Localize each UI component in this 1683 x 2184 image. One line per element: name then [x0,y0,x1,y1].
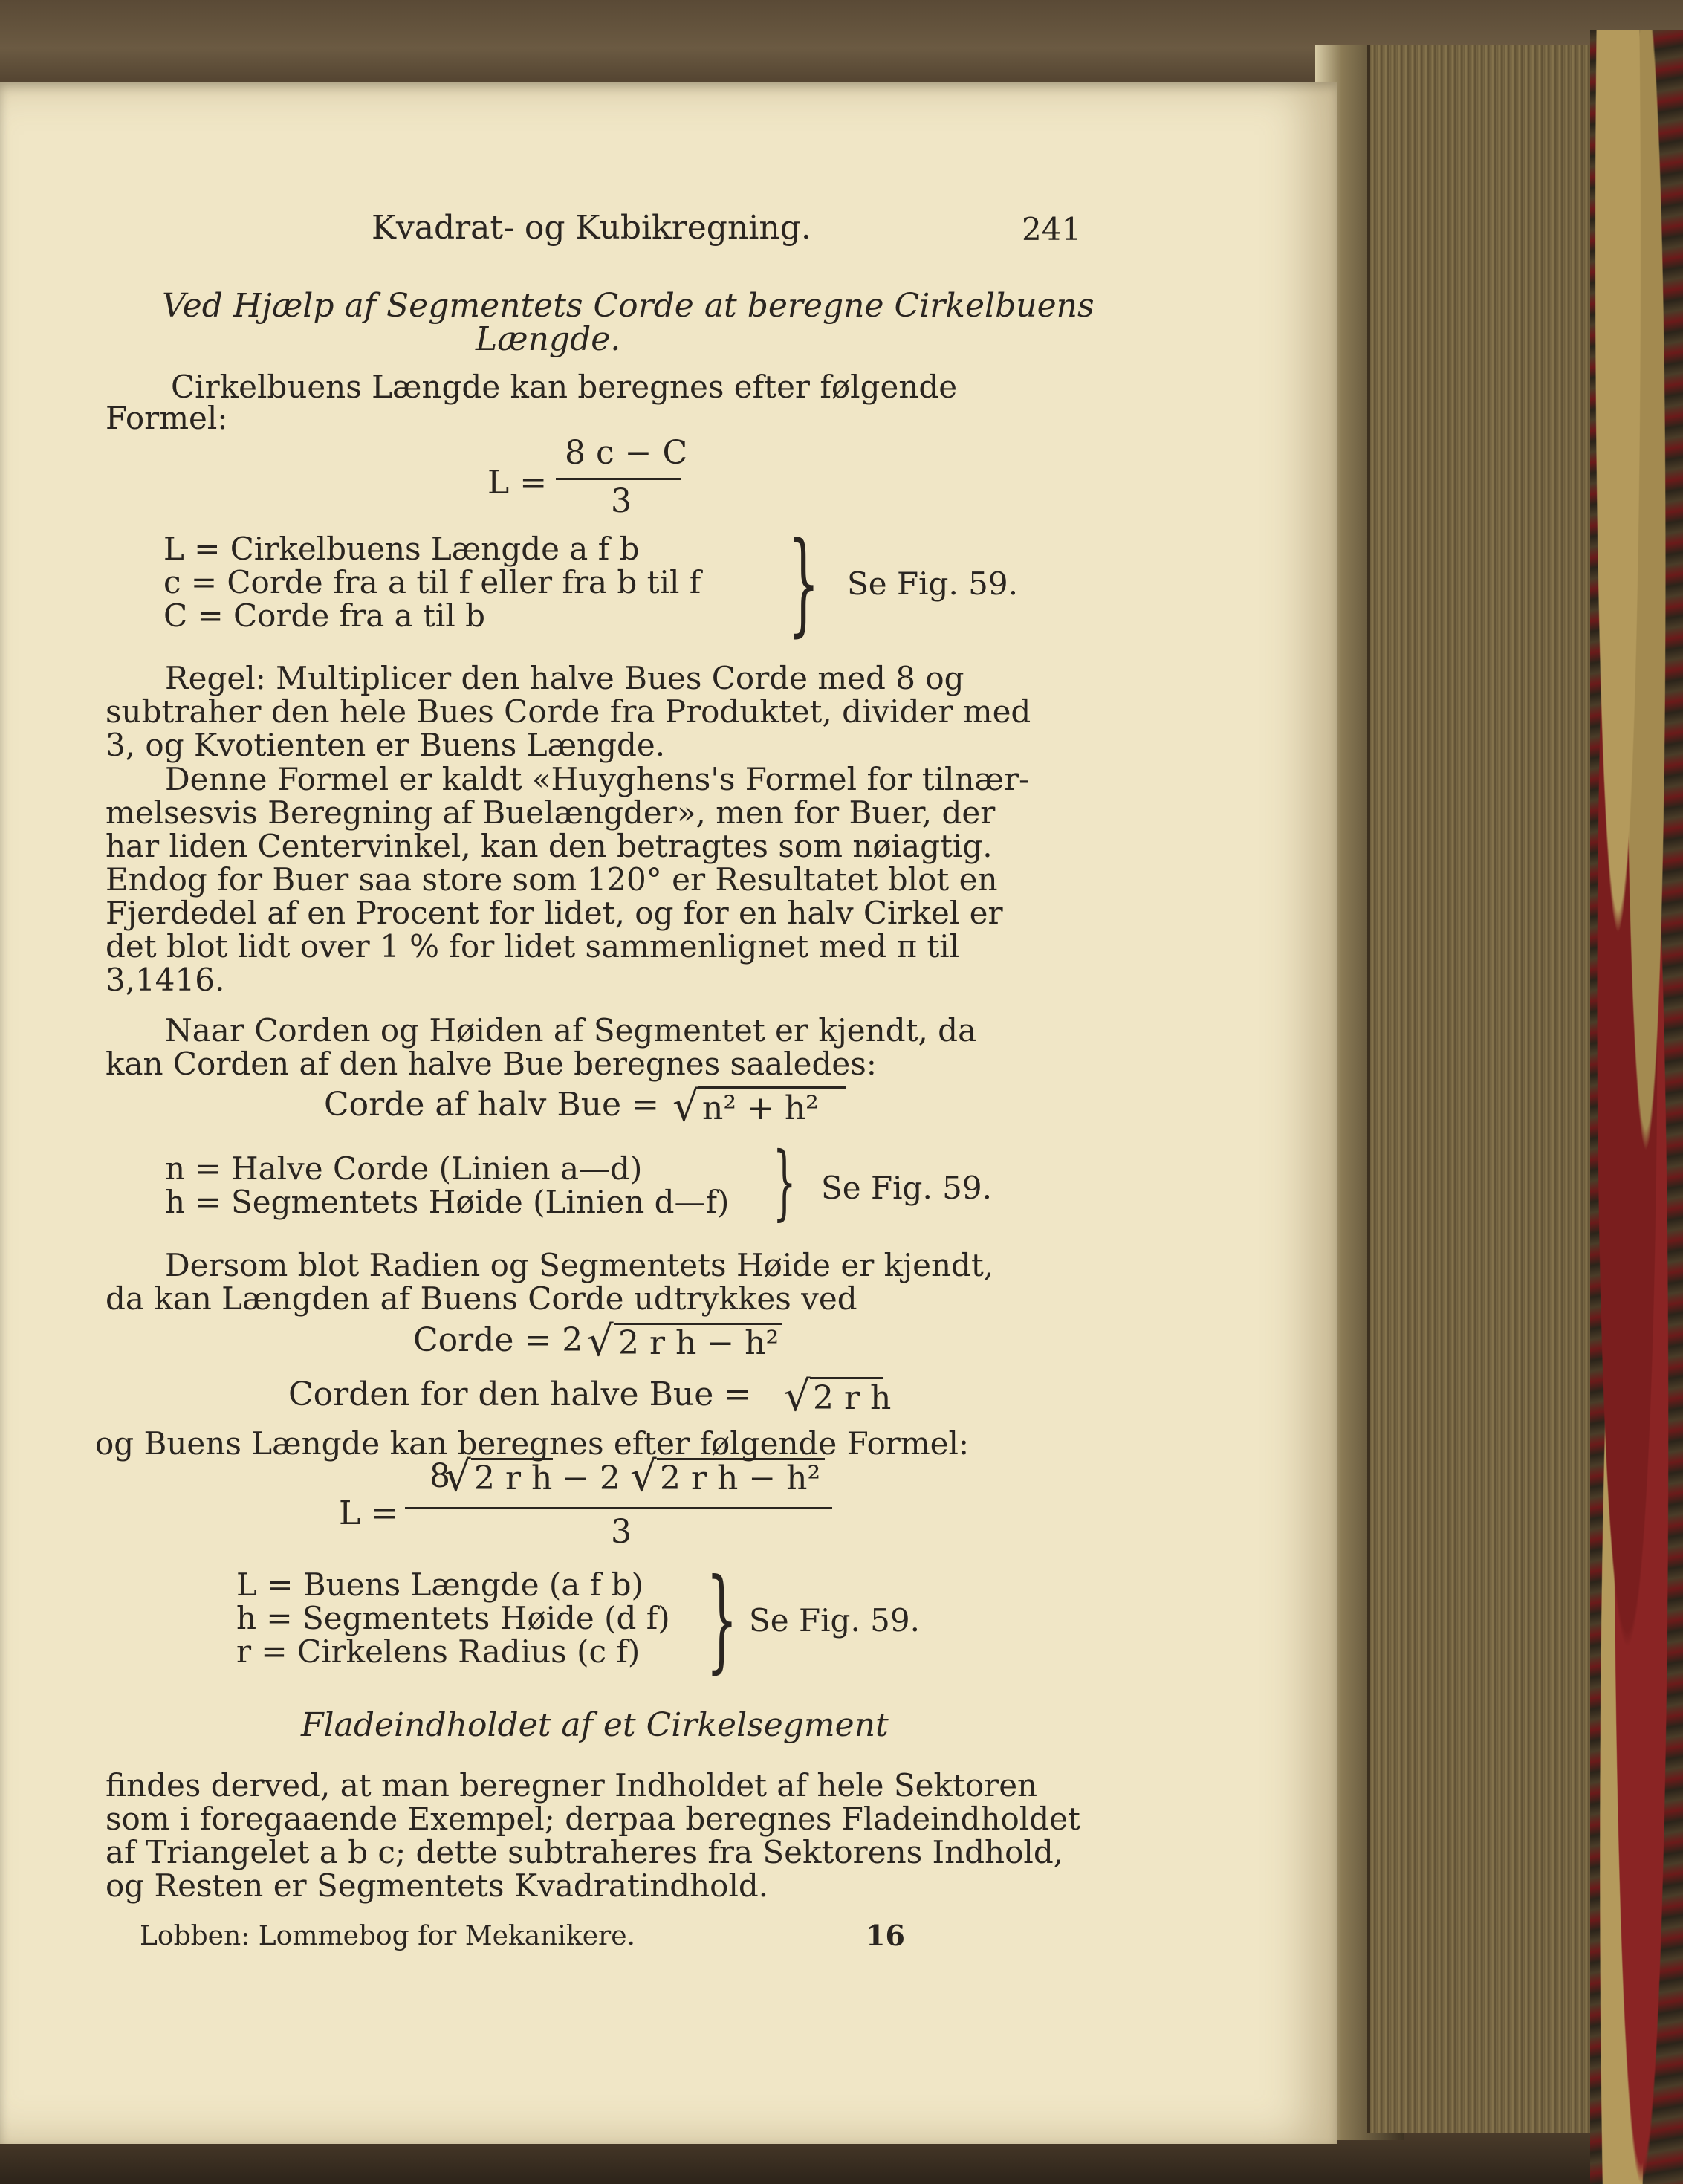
paragraph-line: Cirkelbuens Længde kan beregnes efter følgende [171,369,958,405]
paragraph-line: Naar Corden og Høiden af Segmentet er kjendt, da [165,1012,977,1049]
paragraph-line: det blot lidt over 1 % for lidet sammenlignet med π til [106,928,960,965]
paragraph-line: melsesvis Beregning af Buelængder», men for Buer, der [106,794,996,831]
definition-line: h = Segmentets Høide (d f) [236,1600,670,1636]
paragraph-line: 3, og Kvotienten er Buens Længde. [106,727,666,763]
radical-sign: √ [672,1083,699,1131]
radicand: n² + h² [702,1089,819,1127]
page-number: 241 [1022,211,1082,247]
radical-sign: √ [630,1453,657,1501]
formula-numerator: 8 c − C [565,434,688,472]
fraction-bar [405,1507,832,1509]
radical-sign: √ [784,1373,811,1421]
figure-reference: Se Fig. 59. [821,1170,992,1206]
paragraph-line: findes derved, at man beregner Indholdet af hele Sektoren [106,1767,1038,1804]
marbled-endpaper [1590,30,1683,2184]
paragraph-line: Regel: Multiplicer den halve Bues Corde med 8 og [165,660,964,696]
curly-brace: } [773,1134,797,1229]
paragraph-line: som i foregaaende Exempel; derpaa beregnes Fladeindholdet [106,1801,1080,1837]
section-heading-cont: Længde. [476,320,621,358]
formula-numerator-coef: 8 [429,1457,450,1495]
formula-lhs: Corde = 2 [413,1321,583,1359]
definition-line: L = Buens Længde (a f b) [236,1566,643,1603]
paragraph-line: subtraher den hele Bues Corde fra Produktet, divider med [106,693,1031,730]
radicand: 2 r h [813,1379,892,1417]
paragraph-line: da kan Længden af Buens Corde udtrykkes ved [106,1280,857,1317]
definition-line: L = Cirkelbuens Længde a f b [163,531,640,567]
formula-denominator: 3 [611,1513,632,1551]
running-title: Kvadrat- og Kubikregning. [372,209,811,247]
paragraph-line: Fjerdedel af en Procent for lidet, og for en halv Cirkel er [106,895,1003,931]
formula-lhs: Corden for den halve Bue = [288,1375,752,1413]
formula-lhs: L = [339,1494,399,1532]
radical-sign: √ [444,1453,471,1501]
imprint-line: Lobben: Lommebog for Mekanikere. [140,1921,635,1951]
paragraph-line: og Buens Længde kan beregnes efter følgende Formel: [95,1425,970,1462]
book-page [0,82,1337,2144]
definition-line: C = Corde fra a til b [163,597,486,634]
formula-lhs: L = [487,464,548,502]
section-heading: Fladeindholdet af et Cirkelsegment [301,1706,889,1744]
paragraph-line: af Triangelet a b c; dette subtraheres fra Sektorens Indhold, [106,1834,1064,1870]
figure-reference: Se Fig. 59. [847,566,1018,602]
paragraph-line: Dersom blot Radien og Segmentets Høide er kjendt, [165,1247,994,1283]
curly-brace: } [788,519,820,648]
figure-reference: Se Fig. 59. [749,1602,920,1639]
radical-sign: √ [587,1318,614,1366]
radicand: 2 r h [474,1459,553,1497]
fraction-bar [556,478,681,480]
formula-operator: − 2 [562,1459,620,1497]
paragraph-line: 3,1416. [106,962,225,998]
radicand: 2 r h − h² [618,1324,779,1362]
definition-line: h = Segmentets Høide (Linien d—f) [165,1184,730,1220]
curly-brace: } [706,1555,738,1685]
radicand: 2 r h − h² [660,1459,821,1497]
paragraph-line: kan Corden af den halve Bue beregnes saaledes: [106,1046,877,1082]
paragraph-line: Endog for Buer saa store som 120° er Resultatet blot en [106,861,998,898]
section-heading: Ved Hjælp af Segmentets Corde at beregne Cirkelbuens [162,287,1095,325]
signature-mark: 16 [866,1919,905,1952]
paragraph-line: har liden Centervinkel, kan den betragtes som nøiagtig. [106,828,993,864]
paragraph-line: Formel: [106,400,228,436]
paragraph-line: Denne Formel er kaldt «Huyghens's Formel for tilnær- [165,761,1030,797]
definition-line: n = Halve Corde (Linien a—d) [165,1150,643,1187]
page-block-edges [1367,45,1597,2133]
definition-line: r = Cirkelens Radius (c f) [236,1633,641,1670]
formula-lhs: Corde af halv Bue = [324,1086,659,1124]
formula-denominator: 3 [611,482,632,520]
radical-bar [698,1086,846,1089]
definition-line: c = Corde fra a til f eller fra b til f [163,564,701,600]
paragraph-line: og Resten er Segmentets Kvadratindhold. [106,1867,769,1904]
